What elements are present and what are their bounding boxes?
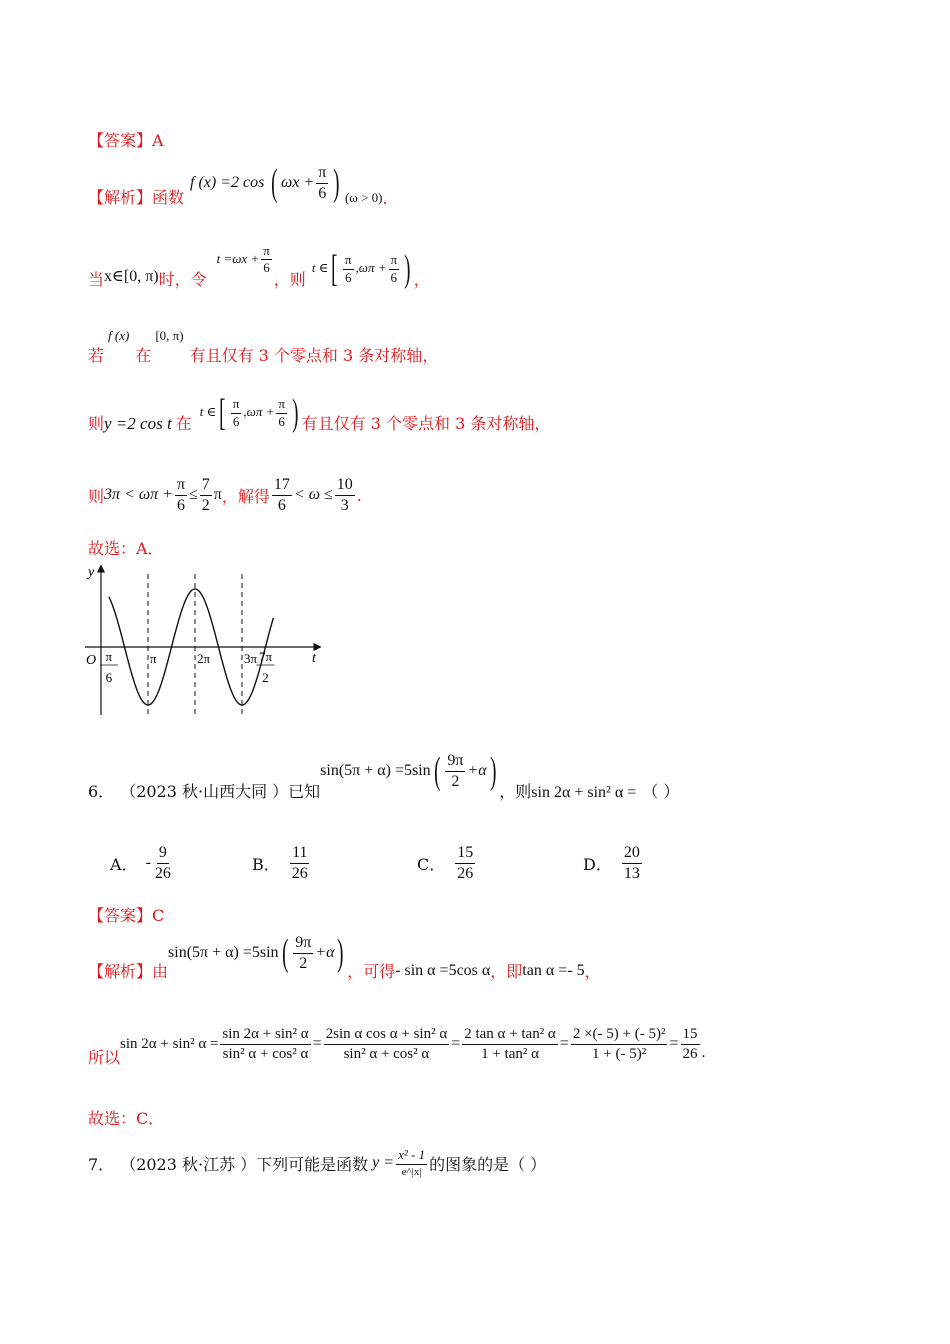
- then-text: ，则: [273, 270, 306, 289]
- q7-number: 7．: [88, 1154, 115, 1174]
- option-letter: B．: [252, 854, 280, 874]
- tick-label-den: 6: [105, 670, 113, 685]
- frac-den: 6: [176, 496, 185, 514]
- frac-num: 9π: [293, 934, 313, 954]
- comma: ，: [413, 270, 430, 289]
- frac-num: 11: [290, 844, 309, 864]
- plus-alpha: +α: [467, 761, 487, 779]
- eq-sign: =: [451, 1035, 461, 1052]
- frac-num: 20: [622, 844, 642, 864]
- option-c[interactable]: [417, 840, 477, 886]
- comma-6: ，: [584, 962, 601, 981]
- t-axis-label: t: [312, 651, 316, 666]
- tick-label-den: 2: [262, 670, 269, 685]
- omega-mid: < ω ≤: [293, 485, 333, 503]
- omega-condition: (ω > 0): [344, 190, 383, 205]
- frac-den: 1 + tan² α: [481, 1045, 539, 1062]
- solve-text: ，解得: [221, 486, 270, 506]
- frac-den: 6: [232, 413, 240, 429]
- s1: sin 2α + sin² α =: [120, 1035, 219, 1052]
- frac-num: π: [231, 397, 242, 413]
- option-d[interactable]: [583, 840, 644, 886]
- can-get: ，可得: [347, 962, 396, 981]
- analysis6-line-1: [88, 934, 601, 986]
- answer-value: C: [152, 906, 165, 925]
- period: .: [382, 189, 388, 208]
- answer-value: A: [152, 131, 164, 150]
- analysis6-label: 【解析】: [88, 962, 153, 981]
- frac-num: sin 2α + sin² α: [220, 1026, 310, 1045]
- frac-den: 2: [201, 496, 210, 514]
- frac-num: x² - 1: [396, 1148, 427, 1164]
- t-def-text: t =ωx +: [216, 250, 260, 266]
- ineq1-text: 3π < ωπ +: [104, 485, 173, 503]
- frac-num: 2 tan α + tan² α: [462, 1026, 558, 1045]
- frac-num: 15: [681, 1026, 700, 1045]
- omega-range: [270, 476, 357, 514]
- cosine-graph: [80, 560, 330, 720]
- exactly-text: 有且仅有 3 个零点和 3 条对称轴，: [189, 346, 439, 365]
- q6-number: 6．: [88, 782, 115, 801]
- interval: [0, π): [155, 328, 184, 343]
- q6-options: [110, 840, 670, 886]
- y-eq-cos: y =2 cos t: [104, 414, 172, 433]
- then2-text: 则: [88, 414, 105, 433]
- frac-den: sin² α + cos² α: [222, 1045, 309, 1062]
- analysis-line-1: [88, 158, 388, 214]
- choose-5: 故选：A．: [88, 539, 164, 558]
- q6-equation: sin(5π + α) =5sin( $\frac{9\pi}{2}$ +α): [320, 750, 497, 793]
- analysis-label: 【解析】: [88, 188, 153, 207]
- option-sign: -: [145, 854, 151, 871]
- frac-den: 2: [299, 954, 308, 972]
- plus-alpha: +α: [315, 943, 335, 961]
- frac-num: 17: [272, 476, 292, 496]
- analysis6-equation: sin(5π + α) =5sin( $\frac{9\pi}{2}$ +α): [168, 932, 344, 975]
- frac-num: 7: [200, 476, 212, 496]
- then-let: 时，令: [158, 270, 207, 289]
- frac-den: 6: [390, 269, 398, 285]
- answer-label: 【答案】: [88, 906, 153, 925]
- tick-label-num: 7π: [258, 649, 273, 664]
- t-definition: [217, 244, 274, 276]
- eq-lhs: sin(5π + α) =5sin: [320, 761, 431, 779]
- frac-den: 26: [682, 1045, 698, 1062]
- analysis-intro: 函数: [152, 188, 185, 207]
- le-sign: ≤: [189, 485, 198, 503]
- analysis-line-5: [88, 470, 362, 520]
- q6-expr: sin 2α + sin² α =: [531, 784, 637, 801]
- q6-source: （2023 秋·山西大同 ）已知: [120, 782, 321, 801]
- frac-den: 26: [154, 864, 171, 882]
- dashed-lines: [148, 574, 242, 718]
- exactly-text-2: 有且仅有 3 个零点和 3 条对称轴，: [301, 414, 551, 433]
- end-period: .: [701, 1044, 706, 1061]
- q7-source: （2023 秋·江苏 ）下列可能是函数: [120, 1154, 369, 1174]
- ineq-prefix: 则: [88, 486, 105, 506]
- t-in: t ∈: [199, 403, 217, 419]
- on2-text: 在: [175, 414, 192, 433]
- func-definition: f (x) =2 cos ( ωx + $\frac{\pi}{6}$ ): [190, 162, 340, 205]
- t-range: t ∈[ $\frac{\pi}{6}$ ,ωπ + $\frac{\pi}{6}$ ): [311, 248, 411, 290]
- frac-den: e^|x|: [401, 1165, 422, 1178]
- frac-den: sin² α + cos² α: [343, 1045, 430, 1062]
- func-inner: ωx +: [281, 173, 315, 191]
- frac-den: 1 + (- 5)²: [592, 1045, 647, 1062]
- q6-then: ，则: [499, 782, 532, 801]
- i-e: ，即: [490, 962, 523, 981]
- frac-num: π: [389, 253, 400, 269]
- eq2: - sin α =5cos α: [395, 962, 491, 979]
- frac-pi-6: [316, 164, 328, 202]
- frac-num: π: [316, 164, 328, 184]
- frac-num: 10: [335, 476, 355, 496]
- q6-blank: （ ）: [642, 782, 680, 801]
- option-letter: A．: [110, 854, 138, 874]
- frac-den: 6: [318, 184, 327, 202]
- fx: f (x): [108, 328, 130, 343]
- if-text: 若: [88, 346, 105, 365]
- frac-num: π: [261, 244, 272, 260]
- frac-den: 26: [457, 864, 474, 882]
- analysis-line-4: [88, 388, 550, 438]
- frac-den: 6: [278, 413, 285, 429]
- origin-label: O: [86, 653, 97, 668]
- answer-label: 【答案】: [88, 131, 153, 150]
- analysis-line-3: [88, 328, 438, 366]
- eq-sign: =: [669, 1035, 679, 1052]
- frac-den: 6: [263, 260, 270, 276]
- option-b[interactable]: [252, 840, 312, 886]
- frac-den: 6: [345, 269, 352, 285]
- period-5: .: [356, 485, 362, 505]
- frac-num: π: [343, 253, 354, 269]
- frac-den: 13: [623, 864, 640, 882]
- eq-lhs: sin(5π + α) =5sin: [168, 943, 279, 961]
- t-range-mid: ,ωπ +: [355, 259, 387, 275]
- frac-den: 26: [291, 864, 308, 882]
- pi-tail: π: [213, 485, 222, 503]
- frac-num: 9: [157, 844, 169, 864]
- answer-line-6: [88, 903, 164, 926]
- frac-num: 2 ×(- 5) + (- 5)²: [571, 1026, 668, 1045]
- on-text: 在: [135, 346, 152, 365]
- frac-num: 15: [455, 844, 475, 864]
- question-6: [88, 752, 679, 808]
- tick-label: 3π: [244, 651, 258, 666]
- frac-den: 3: [340, 496, 349, 514]
- analysis-line-2: [88, 244, 430, 294]
- analysis6-by: 由: [152, 962, 169, 981]
- option-letter: D．: [583, 854, 612, 874]
- q7-y-eq: y =: [372, 1154, 395, 1171]
- tick-label: π: [150, 651, 157, 666]
- frac-den: 6: [277, 496, 286, 514]
- t-in: t ∈: [311, 259, 329, 275]
- ineq-1: [104, 476, 222, 514]
- question-7: [88, 1140, 546, 1186]
- when-text: 当: [88, 270, 105, 289]
- answer-line-5: [88, 128, 164, 151]
- t-range-2: t ∈[ $\frac{\pi}{6}$ ,ωπ + $\frac{\pi}{6}$ ): [199, 392, 299, 434]
- func-lhs: f (x) =2 cos: [190, 173, 265, 191]
- so-text: 所以: [88, 1048, 121, 1067]
- frac-num: π: [175, 476, 187, 496]
- frac-den: 2: [451, 772, 460, 790]
- frac-num: 2sin α cos α + sin² α: [324, 1026, 450, 1045]
- eq3: tan α =- 5: [522, 962, 585, 979]
- frac-num: 9π: [445, 752, 465, 772]
- y-axis-label: y: [88, 565, 95, 580]
- q7-tail: 的图象的是（ ）: [429, 1154, 547, 1174]
- option-a[interactable]: [110, 840, 175, 886]
- eq-sign: =: [312, 1035, 322, 1052]
- frac-num: π: [276, 397, 287, 413]
- t-range-mid: ,ωπ +: [243, 403, 275, 419]
- option-letter: C．: [417, 854, 446, 874]
- tick-label-num: π: [105, 649, 113, 664]
- choose-6: 故选：C．: [88, 1109, 165, 1128]
- eq-sign: =: [559, 1035, 569, 1052]
- analysis6-line-2: [88, 1018, 706, 1070]
- x-range: x∈[0, π): [104, 268, 159, 285]
- tick-label: 2π: [197, 651, 211, 666]
